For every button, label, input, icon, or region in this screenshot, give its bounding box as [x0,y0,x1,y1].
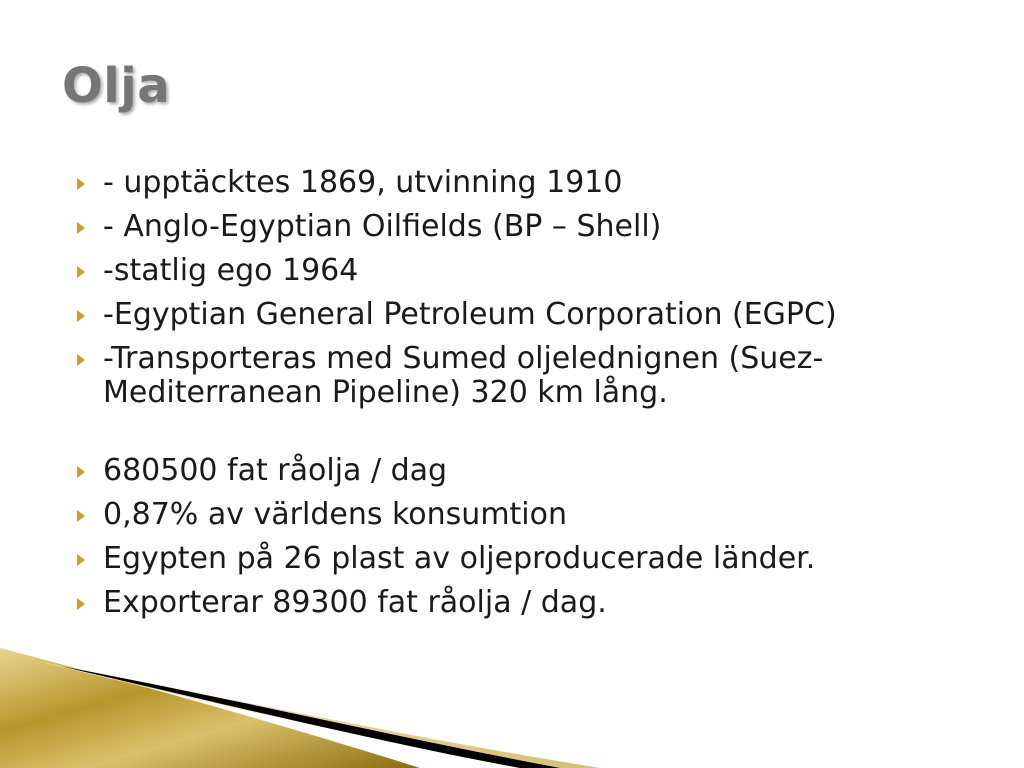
bullet-item [72,454,972,488]
bullet-arrow-icon [77,466,85,478]
bullet-arrow-icon [77,598,85,610]
bullet-item [72,166,972,200]
bullet-arrow-icon [77,510,85,522]
bullet-list [72,166,972,630]
bullet-text: -Transporteras med Sumed oljelednignen (Suez-Mediterranean Pipeline) 320 km lång. [103,341,824,410]
bullet-text: -statlig ego 1964 [103,253,359,288]
bullet-arrow-icon [77,310,85,322]
bullet-text: 0,87% av världens konsumtion [103,497,568,532]
bullet-text: Exporterar 89300 fat råolja / dag. [103,585,607,620]
bullet-text: - Anglo-Egyptian Oilfields (BP – Shell) [103,209,662,244]
bullet-item [72,586,972,620]
bullet-item [72,498,972,532]
bullet-text: Egypten på 26 plast av oljeproducerade länder. [103,541,816,576]
gold-swoosh-decoration [0,640,620,768]
bullet-text: - upptäcktes 1869, utvinning 1910 [103,165,623,200]
bullet-text: 680500 fat råolja / dag [103,453,448,488]
gold-wedge-shape [0,648,420,768]
bullet-item [72,210,972,244]
bullet-arrow-icon [77,178,85,190]
bullet-item [72,542,972,576]
bullet-arrow-icon [77,554,85,566]
bullet-item [72,342,972,410]
bullet-text: -Egyptian General Petroleum Corporation (EGPC) [103,297,837,332]
bullet-arrow-icon [77,266,85,278]
bullet-arrow-icon [77,222,85,234]
bullet-item [72,298,972,332]
slide-title: Olja [62,58,171,114]
bullet-item [72,254,972,288]
bullet-arrow-icon [77,354,85,366]
